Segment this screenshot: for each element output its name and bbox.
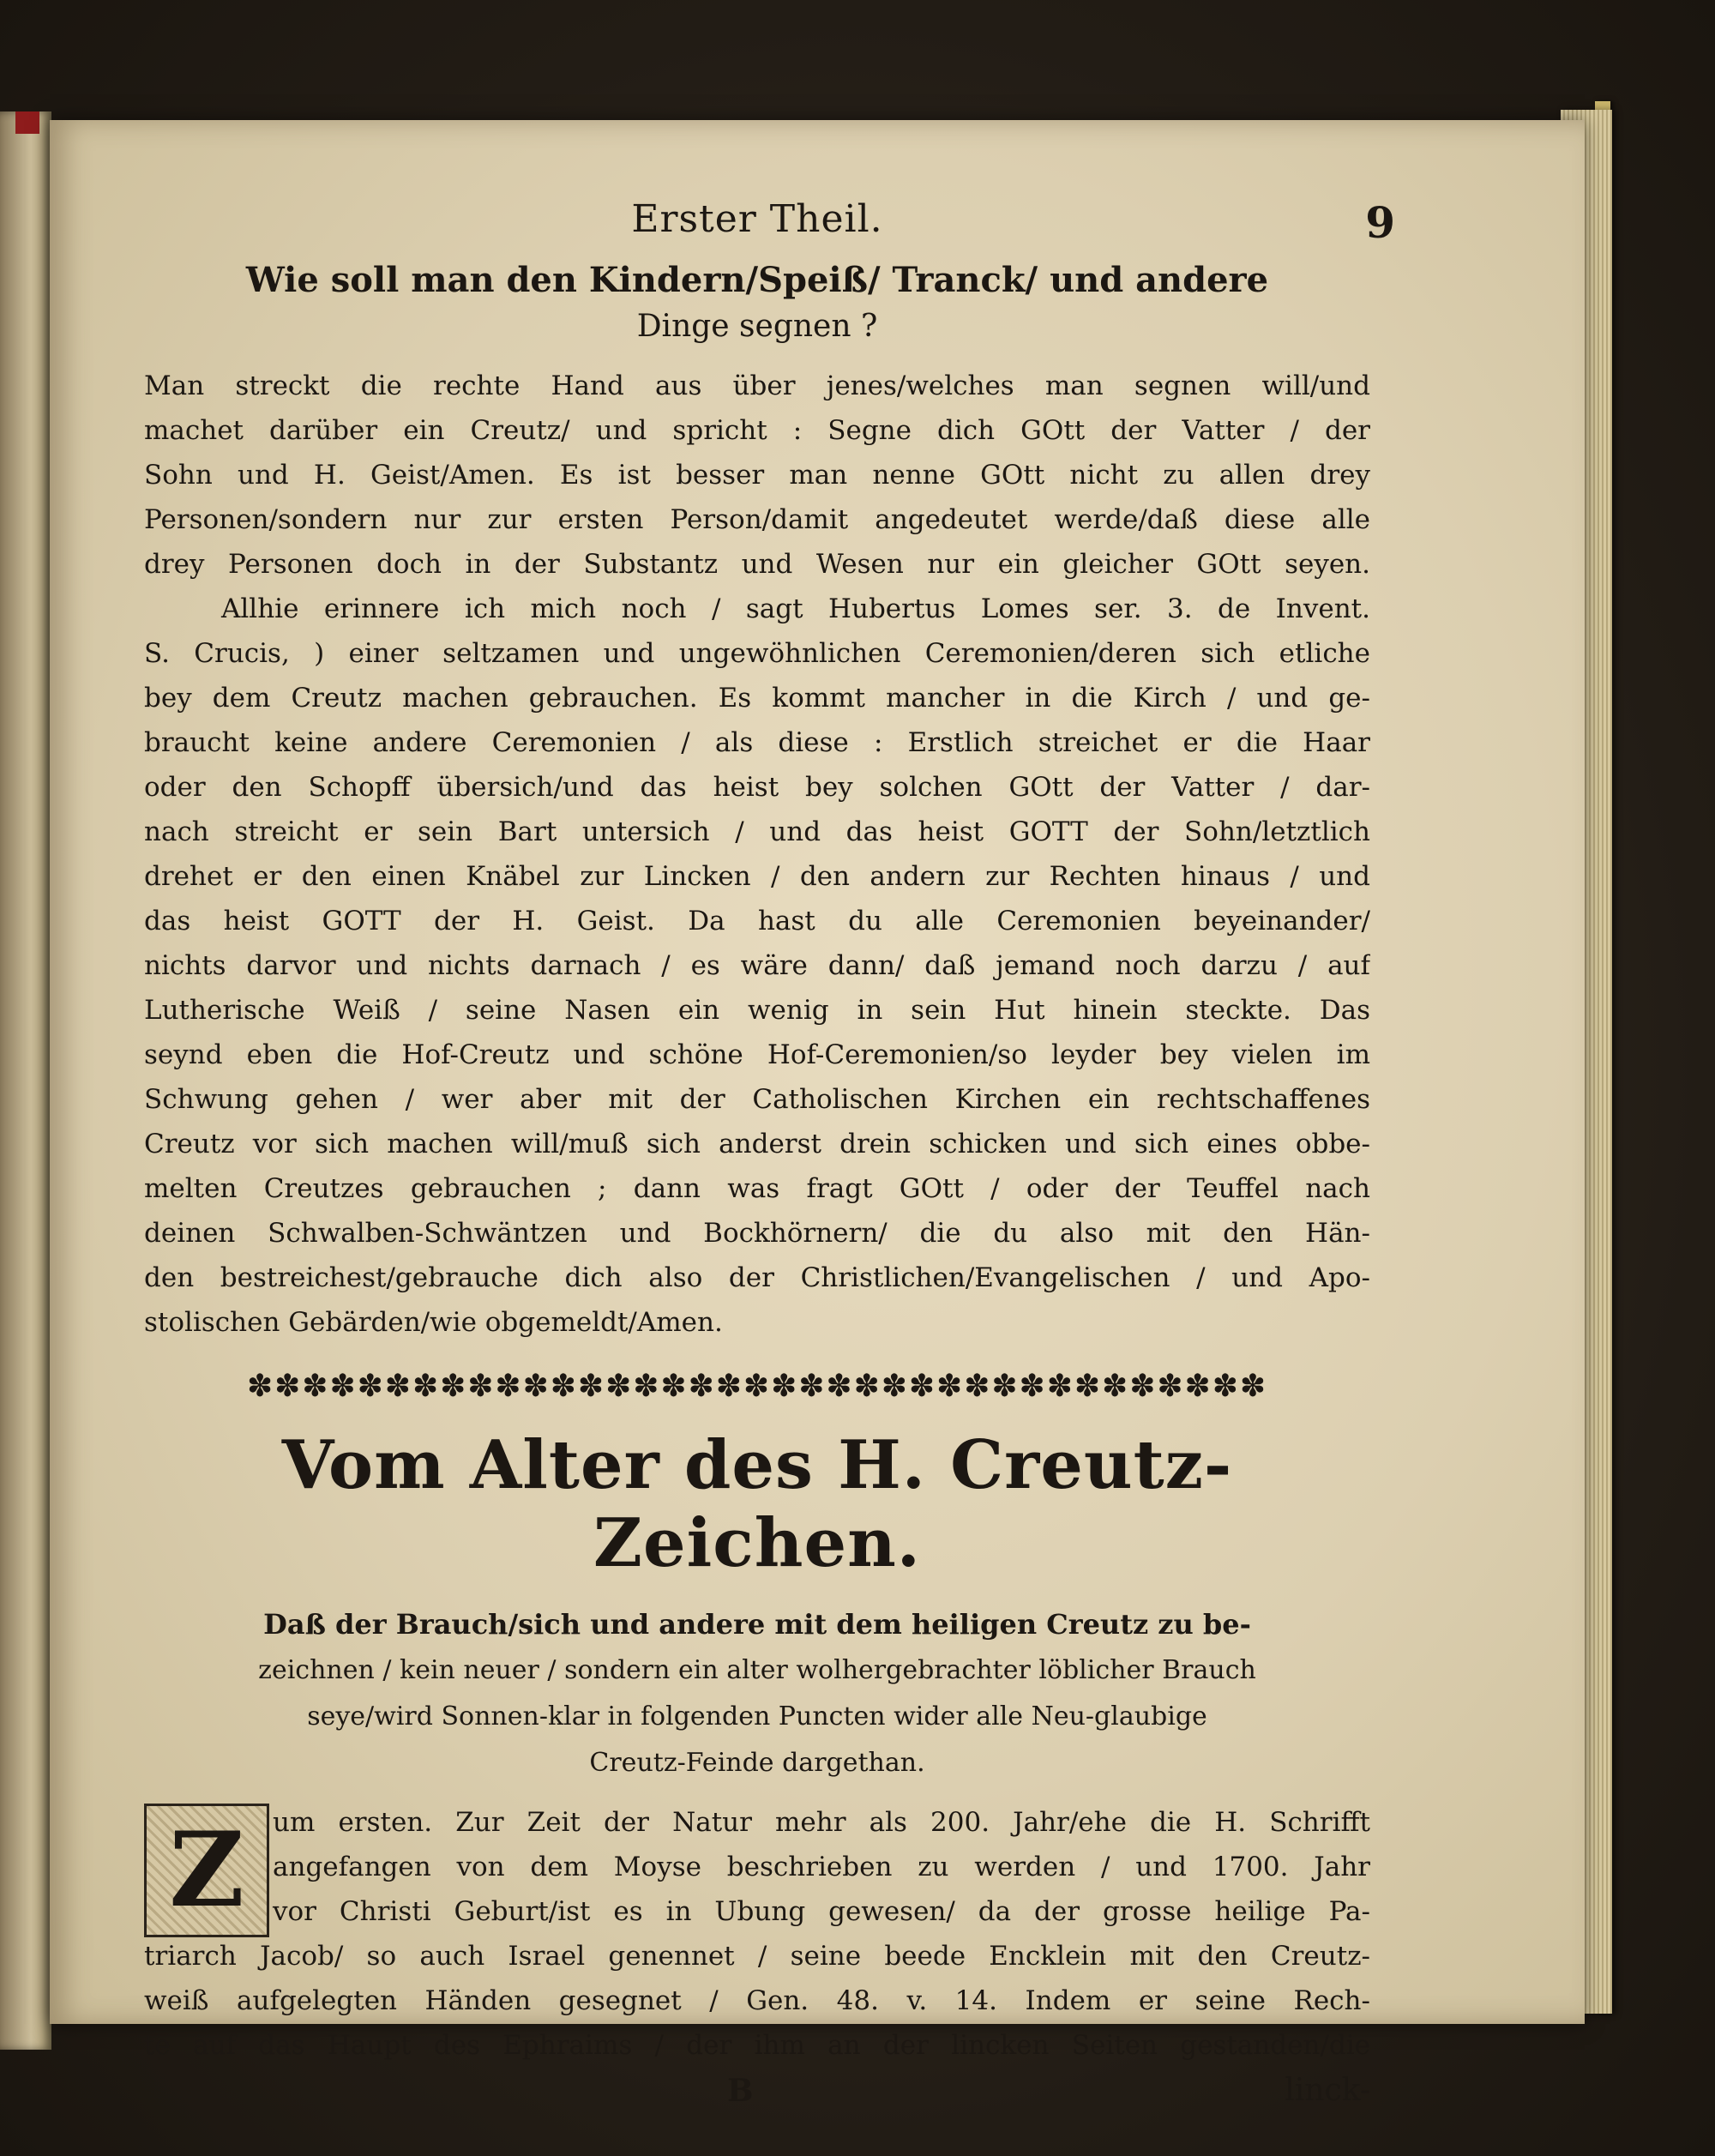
- catchword: linck-: [1285, 2073, 1370, 2108]
- text-line: Personen/sondern nur zur ersten Person/damit angedeutet werde/daß diese alle: [144, 504, 1370, 535]
- page-footer: [144, 2073, 1370, 2124]
- text-line: triarch Jacob/ so auch Israel genennet / seine beede Encklein mit den Creutz-: [144, 1941, 1370, 1972]
- text-line: Schwung gehen / wer aber mit der Catholischen Kirchen ein rechtschaffenes: [144, 1084, 1370, 1115]
- text-line: melten Creutzes gebrauchen ; dann was fragt GOtt / oder der Teuffel nach: [144, 1173, 1370, 1204]
- text-line: drey Personen doch in der Substantz und Wesen nur ein gleicher GOtt seyen.: [144, 549, 1370, 580]
- paragraph-ceremonies: [144, 587, 1370, 1345]
- section-subheading: [144, 1601, 1370, 1786]
- text-line: machet darüber ein Creutz/ und spricht : Segne dich GOtt der Vatter / der: [144, 415, 1370, 446]
- running-head-title: Erster Theil.: [631, 197, 883, 241]
- paragraph-blessing: [144, 364, 1370, 587]
- text-line: Lutherische Weiß / seine Nasen ein wenig in sein Hut hinein steckte. Das: [144, 995, 1370, 1026]
- text-line: S. Crucis, ) einer seltzamen und ungewöhnlichen Ceremonien/deren sich etliche: [144, 638, 1370, 669]
- question-title: [144, 257, 1370, 350]
- text-line: nichts darvor und nichts darnach / es wäre dann/ daß jemand noch darzu / auf: [144, 950, 1370, 981]
- text-line: Allhie erinnere ich mich noch / sagt Hubertus Lomes ser. 3. de Invent.: [221, 593, 1370, 624]
- subheading-line: Creutz-Feinde dargethan.: [589, 1748, 925, 1778]
- question-title-line: Wie soll man den Kindern/Speiß/ Tranck/ und andere: [245, 260, 1269, 300]
- subheading-line: seye/wird Sonnen-klar in folgenden Puncten wider alle Neu-glaubige: [307, 1701, 1207, 1731]
- decorated-initial: Z: [144, 1804, 269, 1937]
- text-line: angefangen von dem Moyse beschrieben zu werden / und 1700. Jahr: [273, 1852, 1370, 1882]
- text-line: das heist GOTT der H. Geist. Da hast du alle Ceremonien beyeinander/: [144, 906, 1370, 936]
- text-line: Man streckt die rechte Hand aus über jenes/welches man segnen will/und: [144, 370, 1370, 401]
- text-line: Sohn und H. Geist/Amen. Es ist besser man nenne GOtt nicht zu allen drey: [144, 460, 1370, 491]
- page-number: 9: [1365, 197, 1396, 248]
- text-line: vor Christi Geburt/ist es in Ubung gewesen/ da der grosse heilige Pa-: [273, 1896, 1370, 1927]
- paragraph-first-point: [144, 1800, 1370, 2068]
- text-line: bey dem Creutz machen gebrauchen. Es kommt mancher in die Kirch / und ge-: [144, 683, 1370, 714]
- bookmark-ribbon: [15, 111, 39, 134]
- text-line: Creutz vor sich machen will/muß sich anderst drein schicken und sich eines obbe-: [144, 1129, 1370, 1159]
- running-head: [144, 197, 1396, 254]
- text-line: seynd eben die Hof-Creutz und schöne Hof-Ceremonien/so leyder bey vielen im: [144, 1039, 1370, 1070]
- text-line: um ersten. Zur Zeit der Natur mehr als 200. Jahr/ehe die H. Schrifft: [273, 1807, 1370, 1838]
- text-line: te auf das Haupt des Ephraims / der ihm an der lincken Seiten gestanden/die: [144, 2030, 1370, 2061]
- text-line: weiß aufgelegten Händen gesegnet / Gen. 48. v. 14. Indem er seine Rech-: [144, 1985, 1370, 2016]
- text-line: oder den Schopff übersich/und das heist bey solchen GOtt der Vatter / dar-: [144, 772, 1370, 803]
- text-line: drehet er den einen Knäbel zur Lincken / den andern zur Rechten hinaus / und: [144, 861, 1370, 892]
- book-page: [50, 120, 1585, 2109]
- signature-mark: B: [727, 2073, 754, 2109]
- text-line: den bestreichest/gebrauche dich also der Christlichen/Evangelischen / und Apo-: [144, 1262, 1370, 1293]
- ornament-divider: ✽✽✽✽✽✽✽✽✽✽✽✽✽✽✽✽✽✽✽✽✽✽✽✽✽✽✽✽✽✽✽✽✽✽✽✽✽: [246, 1369, 1268, 1404]
- text-line: stolischen Gebärden/wie obgemeldt/Amen.: [144, 1307, 723, 1338]
- question-title-continuation: Dinge segnen ?: [636, 309, 878, 344]
- subheading-line: Daß der Brauch/sich und andere mit dem heiligen Creutz zu be-: [263, 1608, 1251, 1641]
- section-heading: Vom Alter des H. Creutz-Zeichen.: [281, 1426, 1233, 1582]
- facing-page-edge: [0, 111, 51, 2050]
- page-text-block: [144, 197, 1396, 2124]
- text-line: braucht keine andere Ceremonien / als diese : Erstlich streichet er die Haar: [144, 727, 1370, 758]
- subheading-line: zeichnen / kein neuer / sondern ein alter wolhergebrachter löblicher Brauch: [258, 1655, 1256, 1685]
- text-line: deinen Schwalben-Schwäntzen und Bockhörnern/ die du also mit den Hän-: [144, 1218, 1370, 1249]
- text-line: nach streicht er sein Bart untersich / und das heist GOTT der Sohn/letztlich: [144, 816, 1370, 847]
